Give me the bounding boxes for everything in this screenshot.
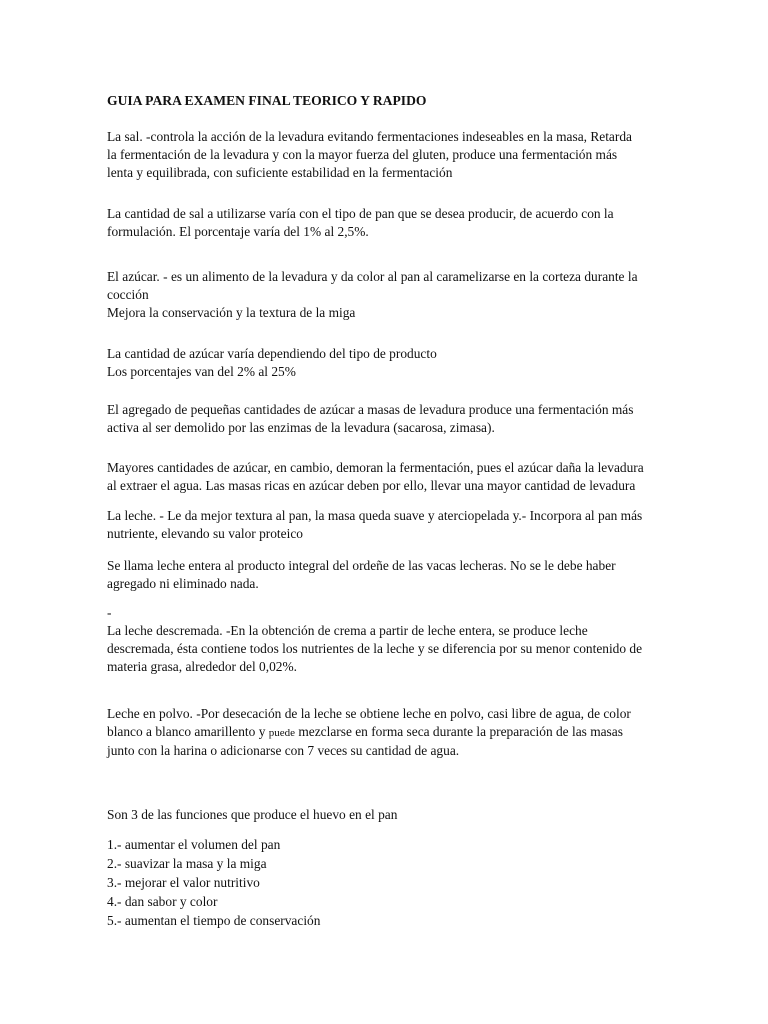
list-item: 5.- aumentan el tiempo de conservación: [107, 913, 321, 928]
paragraph-cantidad-azucar: [107, 345, 667, 381]
paragraph-azucar: [107, 268, 667, 322]
paragraph-cantidad-sal: [107, 205, 667, 241]
text-line: Los porcentajes van del 2% al 25%: [107, 364, 296, 379]
text-line: materia grasa, alrededor del 0,02%.: [107, 659, 297, 674]
list-item: 1.- aumentar el volumen del pan: [107, 837, 281, 852]
text-line: Leche en polvo. -Por desecación de la leche se obtiene leche en polvo, casi libre de agua, de color: [107, 706, 631, 721]
paragraph-leche-polvo: [107, 705, 667, 760]
text-segment: mezclarse en forma seca durante la preparación de las masas: [295, 724, 623, 739]
text-line: descremada, ésta contiene todos los nutrientes de la leche y se diferencia por su menor contenido de: [107, 641, 643, 656]
paragraph-mayores: [107, 459, 667, 495]
text-line: la fermentación de la levadura y con la mayor fuerza del gluten, produce una fermentación más: [107, 147, 618, 162]
text-line: La cantidad de azúcar varía dependiendo del tipo de producto: [107, 346, 437, 361]
text-line: Se llama leche entera al producto integral del ordeñe de las vacas lecheras. No se le debe haber: [107, 558, 616, 573]
paragraph-descremada: [107, 622, 667, 676]
paragraph-sal: [107, 128, 667, 182]
text-line: lenta y equilibrada, con suficiente estabilidad en la fermentación: [107, 165, 453, 180]
text-line: nutriente, elevando su valor proteico: [107, 526, 303, 541]
text-line: La leche. - Le da mejor textura al pan, la masa queda suave y aterciopelada y.- Incorpora al pan más: [107, 508, 643, 523]
text-line: al extraer el agua. Las masas ricas en azúcar deben por ello, llevar una mayor cantidad de levadura: [107, 478, 636, 493]
text-line: La sal. -controla la acción de la levadura evitando fermentaciones indeseables en la masa, Retarda: [107, 129, 632, 144]
text-line: formulación. El porcentaje varía del 1% al 2,5%.: [107, 224, 369, 239]
text-line: Mejora la conservación y la textura de la miga: [107, 305, 356, 320]
paragraph-leche-entera: [107, 557, 667, 593]
text-line: La leche descremada. -En la obtención de crema a partir de leche entera, se produce leche: [107, 623, 588, 638]
egg-functions-list: [107, 836, 320, 931]
list-item: 2.- suavizar la masa y la miga: [107, 856, 267, 871]
text-line: junto con la harina o adicionarse con 7 veces su cantidad de agua.: [107, 743, 460, 758]
text-line: cocción: [107, 287, 149, 302]
document-title: GUIA PARA EXAMEN FINAL TEORICO Y RAPIDO: [107, 93, 427, 108]
text-line: El agregado de pequeñas cantidades de azúcar a masas de levadura produce una fermentación más: [107, 402, 634, 417]
dash-mark: -: [107, 605, 112, 620]
text-line: [107, 723, 667, 742]
text-line: Mayores cantidades de azúcar, en cambio, demoran la fermentación, pues el azúcar daña la levadura: [107, 460, 644, 475]
list-item: 4.- dan sabor y color: [107, 894, 218, 909]
text-segment: blanco a blanco amarillento y: [107, 724, 269, 739]
paragraph-huevo: Son 3 de las funciones que produce el huevo en el pan: [107, 807, 398, 822]
text-line: El azúcar. - es un alimento de la levadura y da color al pan al caramelizarse en la corteza durante la: [107, 269, 638, 284]
text-segment-small: puede: [268, 727, 296, 739]
text-line: agregado ni eliminado nada.: [107, 576, 259, 591]
paragraph-leche: [107, 507, 667, 543]
list-item: 3.- mejorar el valor nutritivo: [107, 875, 260, 890]
text-line: La cantidad de sal a utilizarse varía con el tipo de pan que se desea producir, de acuerdo con la: [107, 206, 614, 221]
paragraph-agregado: [107, 401, 667, 437]
text-line: activa al ser demolido por las enzimas de la levadura (sacarosa, zimasa).: [107, 420, 495, 435]
